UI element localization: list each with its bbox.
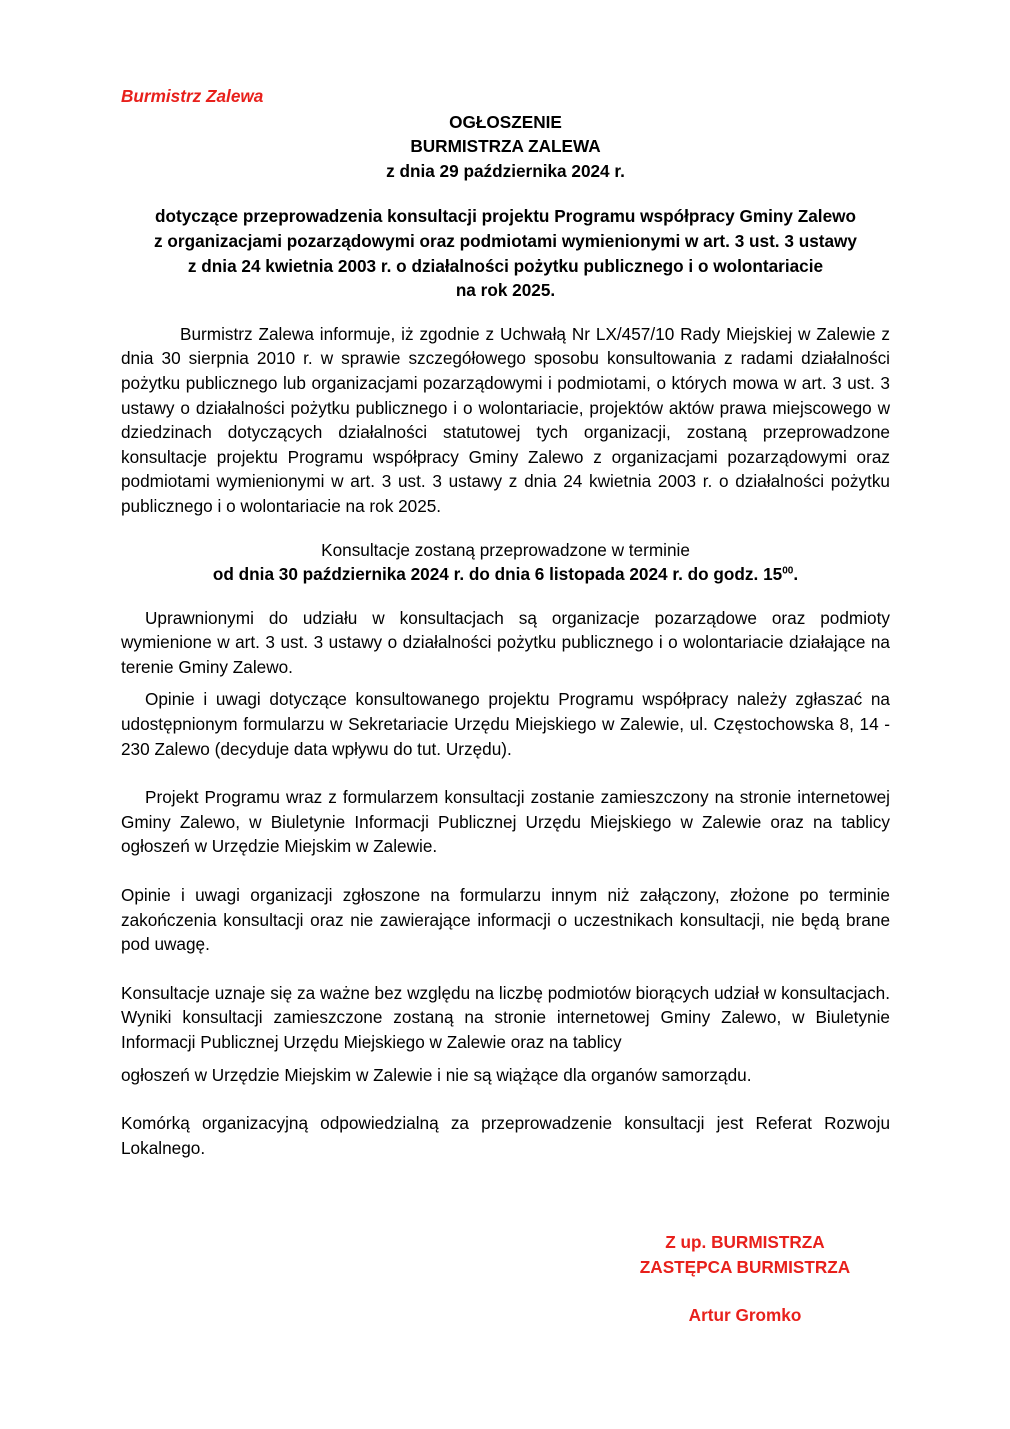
term-dates-text: od dnia 30 października 2024 r. do dnia 6 listopada 2024 r. do godz. 15 [212, 564, 783, 585]
publication-paragraph: Projekt Programu wraz z formularzem konsultacji zostanie zamieszczony na stronie internetowej Gminy Zalewo, w Biuletynie Informacji Publicznej Urzędu Miejskiego w Zalewie oraz na tablicy ogłoszeń w Urzędzie Miejskim w Zalewie. [121, 787, 890, 857]
announcement-subject [121, 204, 890, 302]
term-end: . [793, 564, 799, 585]
term-intro: Konsultacje zostaną przeprowadzone w terminie [321, 539, 690, 560]
title-line-1: OGŁOSZENIE [449, 111, 562, 132]
consultation-term [121, 538, 890, 587]
subject-line-4: na rok 2025. [455, 280, 556, 301]
term-minutes: 00 [782, 565, 794, 577]
title-date: z dnia 29 października 2024 r. [386, 160, 625, 181]
signature-name: Artur Gromko [688, 1305, 802, 1326]
responsible-unit-paragraph: Komórką organizacyjną odpowiedzialną za przeprowadzenie konsultacji jest Referat Rozwoju Lokalnego. [121, 1113, 890, 1158]
validity-paragraph [121, 981, 890, 1087]
title-line-2: BURMISTRZA ZALEWA [410, 136, 601, 157]
submission-paragraph: Opinie i uwagi dotyczące konsultowanego projektu Programu współpracy należy zgłaszać na udostępnionym formularzu w Sekretariacie Urzędu Miejskiego w Zalewie, ul. Częstochowska 8, 14 - 230 Zalewo (decyduje data wpływu do tut. Urzędu). [121, 689, 890, 759]
subject-line-1: dotyczące przeprowadzenia konsultacji projektu Programu współpracy Gminy Zalewo [154, 206, 857, 227]
signature-block [600, 1230, 890, 1328]
rejection-paragraph: Opinie i uwagi organizacji zgłoszone na formularzu innym niż załączony, złożone po terminie zakończenia konsultacji oraz nie zawierające informacji o uczestnikach konsultacji, nie będą brane pod uwagę. [121, 885, 890, 955]
announcement-document [121, 84, 890, 1160]
subject-line-2: z organizacjami pozarządowymi oraz podmiotami wymienionymi w art. 3 ust. 3 ustawy [154, 230, 857, 251]
eligibility-paragraph: Uprawnionymi do udziału w konsultacjach są organizacje pozarządowe oraz podmioty wymienione w art. 3 ust. 3 ustawy o działalności pożytku publicznego i o wolontariacie działające na terenie Gminy Zalewo. [121, 607, 890, 677]
validity-main: Konsultacje uznaje się za ważne bez względu na liczbę podmiotów biorących udział w konsultacjach. Wyniki konsultacji zamieszczone zostaną na stronie internetowej Gminy Zalewo, w Biuletynie Informacji Publicznej Urzędu Miejskiego w Zalewie oraz na tablicy [121, 982, 890, 1052]
subject-line-3: z dnia 24 kwietnia 2003 r. o działalności pożytku publicznego i o wolontariacie [187, 255, 824, 276]
signature-line-1: Z up. BURMISTRZA [665, 1232, 825, 1252]
intro-paragraph: Burmistrz Zalewa informuje, iż zgodnie z Uchwałą Nr LX/457/10 Rady Miejskiej w Zalewie z dnia 30 sierpnia 2010 r. w sprawie szczegółowego sposobu konsultowania z radami działalności pożytku publicznego lub organizacjami pozarządowymi i podmiotami, o których mowa w art. 3 ust. 3 ustawy o działalności pożytku publicznego i o wolontariacie, projektów aktów prawa miejscowego w dziedzinach dotyczących działalności statutowej tych organizacji, zostaną przeprowadzone konsultacje projektu Programu współpracy Gminy Zalewo z organizacjami pozarządowymi oraz podmiotami wymienionymi w art. 3 ust. 3 ustawy z dnia 24 kwietnia 2003 r. o działalności pożytku publicznego i o wolontariacie na rok 2025. [121, 323, 890, 516]
validity-last-line: ogłoszeń w Urzędzie Miejskim w Zalewie i nie są wiążące dla organów samorządu. [121, 1064, 752, 1085]
signature-line-2: ZASTĘPCA BURMISTRZA [639, 1256, 851, 1277]
issuer-header: Burmistrz Zalewa [121, 86, 264, 106]
term-dates [121, 562, 890, 587]
announcement-title [121, 110, 890, 184]
